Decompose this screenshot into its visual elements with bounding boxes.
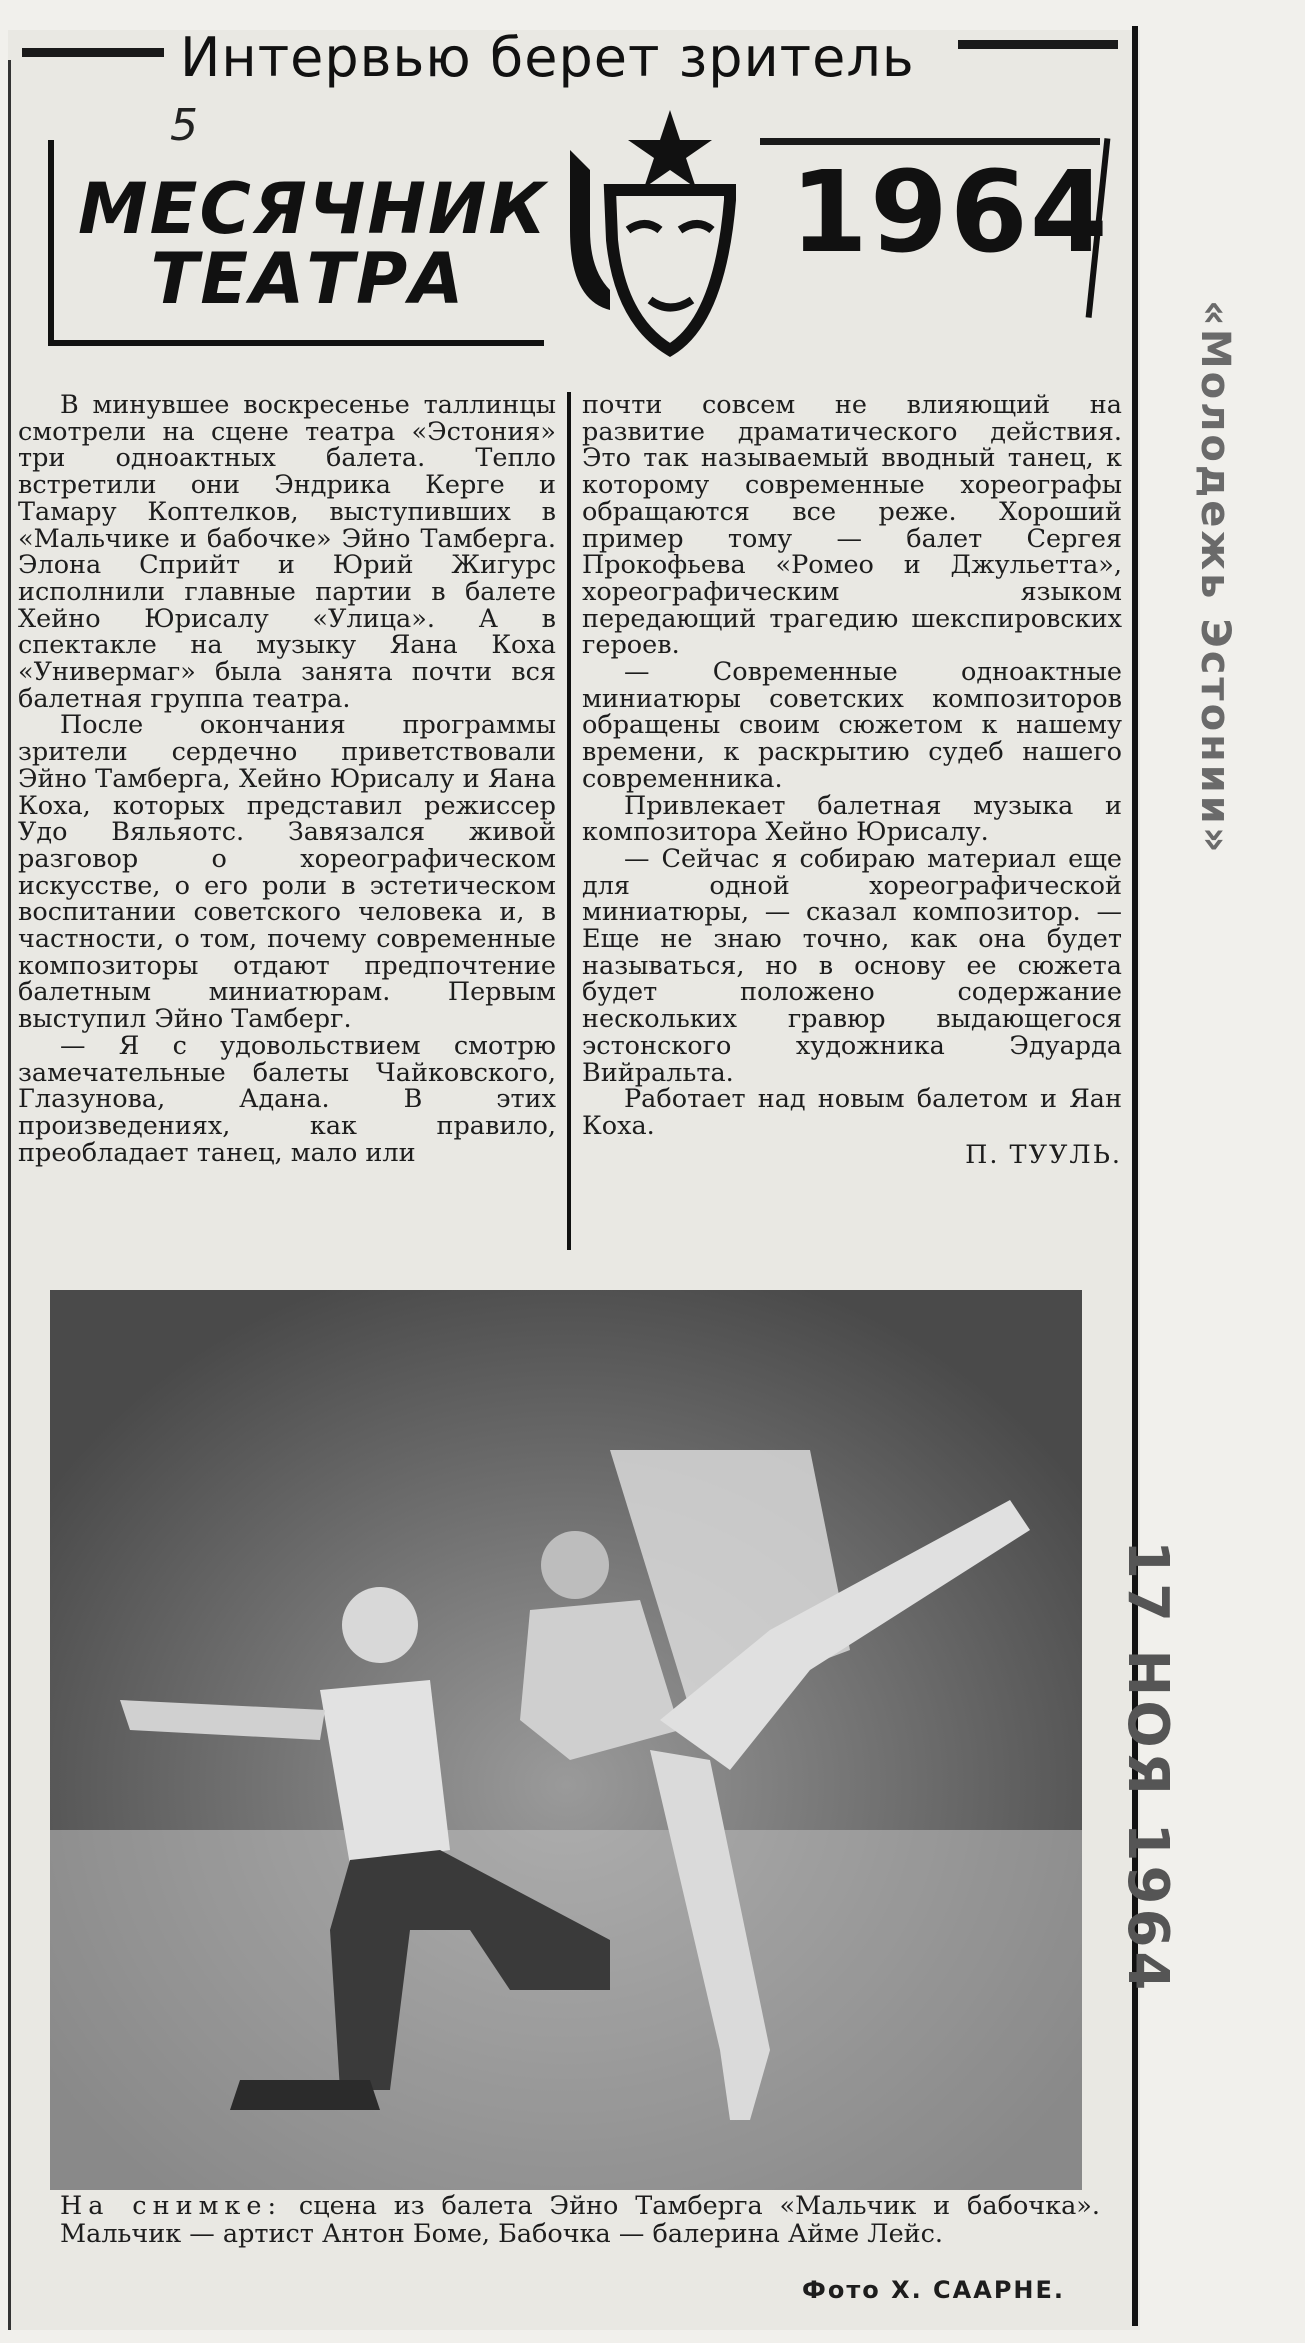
- year-label: 1964: [790, 148, 1110, 278]
- paragraph: В минувшее воскресенье таллинцы смотрели на сцене театра «Эстония» три одноактных балета. Тепло встретили они Эндрика Керге и Тамару Коптелков, выступивших в «Мальчике и бабочке» Эйно Тамберга. Элона Сприйт и Юрий Жигурс исполнили главные партии в балете Хейно Юрисалу «Улица». А в спектакле на музыку Яана Коха «Универмаг» была занята почти вся балетная группа театра.: [18, 390, 556, 714]
- header-rule-left: [22, 48, 164, 57]
- header-rule-right: [958, 40, 1118, 49]
- article-right-column: [582, 392, 1122, 1168]
- paragraph: — Я с удовольствием смотрю замечательные балеты Чайковского, Глазунова, Адана. В этих произведениях, как правило, преобладает танец, мало или: [18, 1030, 556, 1168]
- paragraph: — Современные одноактные миниатюры советских композиторов обращены своим сюжетом к нашему времени, к раскрытию судеб нашего современника.: [582, 657, 1122, 794]
- page-title: Интервью берет зритель: [180, 26, 915, 89]
- paragraph: — Сейчас я собираю материал еще для одной хореографической миниатюры, — сказал композитор. — Еще не знаю точно, как она будет называться, но в основу ее сюжета будет положено содержание нескольких гравюр выдающегося эстонского художника Эдуарда Вийральта.: [582, 843, 1122, 1088]
- column-divider: [567, 392, 571, 1250]
- date-stamp: 17 НОЯ 1964: [1115, 1540, 1180, 1995]
- author-signature: П. ТУУЛЬ.: [965, 1139, 1122, 1170]
- newspaper-stamp: «Молодежь Эстонии»: [1192, 300, 1238, 856]
- month-title-line1: МЕСЯЧНИК: [78, 168, 548, 250]
- paragraph: Привлекает балетная музыка и композитора Хейно Юрисалу.: [582, 790, 1122, 848]
- month-title-line2: ТЕАТРА: [150, 238, 466, 320]
- caption-lead: На снимке:: [60, 2191, 283, 2221]
- year-rule: [760, 138, 1100, 145]
- handwritten-mark: 5: [170, 100, 198, 151]
- paragraph: Работает над новым балетом и Яан Коха.: [582, 1084, 1122, 1141]
- paragraph: После окончания программы зрители сердечно приветствовали Эйно Тамберга, Хейно Юрисалу и Яана Коха, которых представил режиссер Удо Вяльяотс. Завязался живой разговор о хореографическом искусстве, о его роли в эстетическом воспитании советского человека и, в частности, о том, почему современные композиторы отдают предпочтение балетным миниатюрам. Первым выступил Эйно Тамберг.: [18, 710, 556, 1035]
- photo-caption: [60, 2192, 1100, 2248]
- caption-text: сцена из балета Эйно Тамберга «Мальчик и бабочка». Мальчик — артист Антон Боме, Бабочка — балерина Айме Лейс.: [60, 2191, 1101, 2249]
- left-border-line: [8, 60, 11, 2330]
- article-left-column: [18, 392, 556, 1166]
- paragraph: почти совсем не влияющий на развитие драматического действия. Это так называемый вводный танец, к которому современные хореографы обращаются все реже. Хороший пример тому — балет Сергея Прокофьева «Ромео и Джульетта», хореографическим языком передающий трагедию шекспировских героев.: [582, 390, 1122, 661]
- photo-credit: Фото Х. СААРНЕ.: [802, 2276, 1065, 2304]
- ballet-scene-image: [50, 1290, 1082, 2190]
- ballet-photo: [50, 1290, 1082, 2190]
- theatre-mask-star-icon: [550, 110, 750, 370]
